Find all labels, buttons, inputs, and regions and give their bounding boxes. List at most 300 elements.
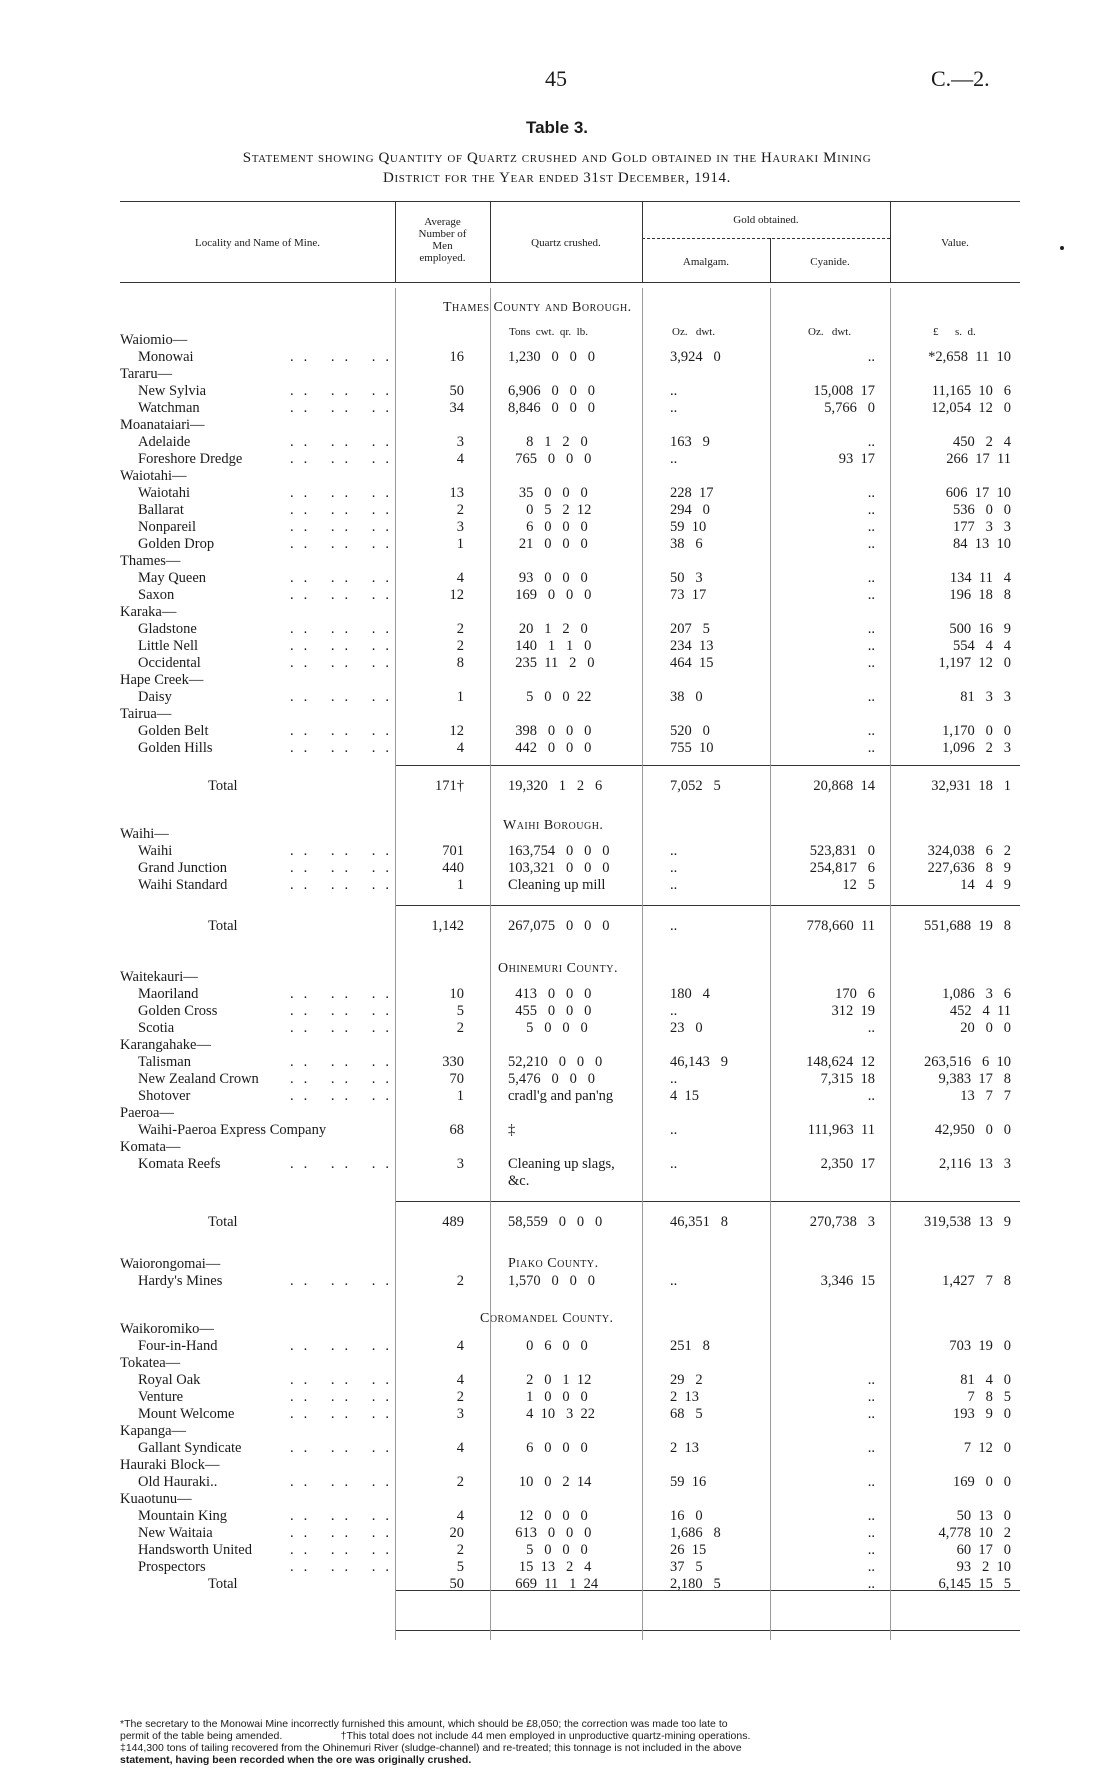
column-rule xyxy=(890,288,891,1640)
locality-name: Waihi— xyxy=(120,826,169,842)
locality-group-row xyxy=(0,706,1114,723)
men-employed-cell: 2 xyxy=(456,1389,464,1405)
locality-name: Waiorongomai— xyxy=(120,1256,221,1272)
table-row xyxy=(0,1156,1114,1173)
cyanide-cell: .. xyxy=(867,1088,875,1104)
col-men-line-2: Number of xyxy=(418,228,467,240)
total-rule xyxy=(395,1201,1020,1202)
value-cell: 1,096 2 3 xyxy=(942,740,1011,756)
men-employed-cell: 330 xyxy=(442,1054,464,1070)
quartz-crushed-cell: 6 0 0 0 xyxy=(508,1440,588,1456)
table-row xyxy=(0,1054,1114,1071)
mine-name: Nonpareil xyxy=(138,519,196,535)
col-men-line-1: Average xyxy=(424,216,461,228)
value-cell: 450 2 4 xyxy=(953,434,1011,450)
table-row xyxy=(0,740,1114,757)
units-value: £ s. d. xyxy=(933,326,976,338)
mine-name: Golden Belt xyxy=(138,723,209,739)
col-men-line-3: Men xyxy=(432,240,453,252)
value-cell: 324,038 6 2 xyxy=(927,843,1011,859)
col-gold: Gold obtained. xyxy=(733,214,799,226)
mine-name: Waihi xyxy=(138,843,173,859)
cyanide-cell: .. xyxy=(867,570,875,586)
quartz-crushed-cell: 398 0 0 0 xyxy=(508,723,592,739)
cyanide-cell: .. xyxy=(867,1020,875,1036)
value-cell: 169 0 0 xyxy=(953,1474,1011,1490)
units-quartz: Tons cwt. qr. lb. xyxy=(509,326,588,338)
value-cell: 551,688 19 8 xyxy=(924,918,1011,934)
units-cyanide: Oz. dwt. xyxy=(808,326,852,338)
table-row xyxy=(0,1559,1114,1576)
mine-name: New Waitaia xyxy=(138,1525,213,1541)
amalgam-cell: .. xyxy=(670,383,678,399)
amalgam-cell: 50 3 xyxy=(670,570,703,586)
cyanide-cell: 778,660 11 xyxy=(806,918,875,934)
amalgam-cell: .. xyxy=(670,1071,678,1087)
document-code: C.—2. xyxy=(931,66,990,91)
amalgam-cell: .. xyxy=(670,451,678,467)
mine-name: Komata Reefs xyxy=(138,1156,221,1172)
leader-dots: .. .. .. xyxy=(290,1474,399,1490)
cyanide-cell: .. xyxy=(867,349,875,365)
leader-dots: .. .. .. xyxy=(290,1273,399,1289)
locality-group-row xyxy=(0,604,1114,621)
cyanide-cell: .. xyxy=(867,740,875,756)
amalgam-cell: 59 16 xyxy=(670,1474,707,1490)
locality-group-row xyxy=(0,1321,1114,1338)
locality-name: Karangahake— xyxy=(120,1037,211,1053)
amalgam-cell: .. xyxy=(670,877,678,893)
table-row xyxy=(0,1508,1114,1525)
quartz-crushed-cell: &c. xyxy=(508,1173,530,1189)
total-row xyxy=(0,1214,1114,1231)
locality-name: Kapanga— xyxy=(120,1423,187,1439)
mine-name: Shotover xyxy=(138,1088,191,1104)
cyanide-cell: .. xyxy=(867,519,875,535)
cyanide-cell: .. xyxy=(867,638,875,654)
total-label: Total xyxy=(208,1576,238,1592)
value-cell: 11,165 10 6 xyxy=(931,383,1011,399)
locality-group-row xyxy=(0,969,1114,986)
locality-name: Tararu— xyxy=(120,366,173,382)
value-cell: 177 3 3 xyxy=(953,519,1011,535)
cyanide-cell: .. xyxy=(867,434,875,450)
amalgam-cell: .. xyxy=(670,918,678,934)
total-row xyxy=(0,778,1114,795)
statement-line-2: District for the Year ended 31st December, 1914. xyxy=(383,170,731,186)
value-cell: 20 0 0 xyxy=(960,1020,1011,1036)
amalgam-cell: 207 5 xyxy=(670,621,710,637)
men-employed-cell: 4 xyxy=(456,1508,464,1524)
leader-dots: .. .. .. xyxy=(290,740,399,756)
header-bottom-rule xyxy=(120,282,1020,283)
value-cell: 196 18 8 xyxy=(949,587,1011,603)
cyanide-cell: .. xyxy=(867,587,875,603)
amalgam-cell: 26 15 xyxy=(670,1542,707,1558)
leader-dots: .. .. .. xyxy=(290,1508,399,1524)
section-piako: Piako County. xyxy=(508,1256,599,1271)
quartz-crushed-cell: ‡ xyxy=(508,1122,516,1138)
value-cell: 12,054 12 0 xyxy=(931,400,1011,416)
cyanide-cell: 5,766 0 xyxy=(824,400,875,416)
quartz-crushed-cell: 1 0 0 0 xyxy=(508,1389,588,1405)
men-employed-cell: 12 xyxy=(449,723,464,739)
leader-dots: .. .. .. xyxy=(290,1054,399,1070)
table-row xyxy=(0,485,1114,502)
value-cell: 9,383 17 8 xyxy=(938,1071,1011,1087)
locality-group-row xyxy=(0,1037,1114,1054)
table-row xyxy=(0,434,1114,451)
quartz-crushed-cell: 35 0 0 0 xyxy=(508,485,588,501)
cyanide-cell: .. xyxy=(867,1372,875,1388)
leader-dots: .. .. .. xyxy=(290,1003,399,1019)
total-rule xyxy=(395,905,1020,906)
locality-group-row xyxy=(0,553,1114,570)
cyanide-cell: .. xyxy=(867,1440,875,1456)
table-row xyxy=(0,1474,1114,1491)
leader-dots: .. .. .. xyxy=(290,1338,399,1354)
amalgam-cell: .. xyxy=(670,843,678,859)
value-cell: 193 9 0 xyxy=(953,1406,1011,1422)
men-employed-cell: 2 xyxy=(456,638,464,654)
mine-name: Adelaide xyxy=(138,434,191,450)
value-cell: 1,170 0 0 xyxy=(942,723,1011,739)
value-cell: 7 12 0 xyxy=(963,1440,1011,1456)
table-row xyxy=(0,1122,1114,1139)
footnote-4: statement, having been recorded when the ore was originally crushed. xyxy=(120,1754,472,1766)
mine-name: May Queen xyxy=(138,570,207,586)
men-employed-cell: 3 xyxy=(456,434,464,450)
table-row xyxy=(0,1173,1114,1190)
value-cell: 703 19 0 xyxy=(949,1338,1011,1354)
quartz-crushed-cell: 163,754 0 0 0 xyxy=(508,843,610,859)
men-employed-cell: 2 xyxy=(456,1542,464,1558)
table-row xyxy=(0,1542,1114,1559)
leader-dots: .. .. .. xyxy=(290,1406,399,1422)
value-cell: 93 2 10 xyxy=(956,1559,1011,1575)
amalgam-cell: 755 10 xyxy=(670,740,714,756)
amalgam-cell: 2,180 5 xyxy=(670,1576,721,1592)
men-employed-cell: 2 xyxy=(456,1273,464,1289)
leader-dots: .. .. .. xyxy=(290,349,399,365)
leader-dots: .. .. .. xyxy=(290,1088,399,1104)
leader-dots: .. .. .. xyxy=(290,587,399,603)
amalgam-cell: 2 13 xyxy=(670,1389,699,1405)
total-label: Total xyxy=(208,778,238,794)
value-cell: 452 4 11 xyxy=(949,1003,1011,1019)
men-employed-cell: 3 xyxy=(456,1406,464,1422)
cyanide-cell: .. xyxy=(867,1525,875,1541)
cyanide-cell: 148,624 12 xyxy=(806,1054,875,1070)
table-row xyxy=(0,860,1114,877)
quartz-crushed-cell: 93 0 0 0 xyxy=(508,570,588,586)
mine-name: Waiotahi xyxy=(138,485,190,501)
quartz-crushed-cell: 10 0 2 14 xyxy=(508,1474,592,1490)
amalgam-cell: 38 6 xyxy=(670,536,703,552)
section-coromandel: Coromandel County. xyxy=(480,1311,614,1326)
quartz-crushed-cell: cradl'g and pan'ng xyxy=(508,1088,614,1104)
cyanide-cell: .. xyxy=(867,1559,875,1575)
mine-name: Foreshore Dredge xyxy=(138,451,243,467)
leader-dots: .. .. .. xyxy=(290,519,399,535)
value-cell: 1,197 12 0 xyxy=(938,655,1011,671)
leader-dots: .. .. .. xyxy=(290,986,399,1002)
locality-group-row xyxy=(0,1105,1114,1122)
quartz-crushed-cell: 5,476 0 0 0 xyxy=(508,1071,595,1087)
value-cell: 42,950 0 0 xyxy=(934,1122,1011,1138)
col-cyanide: Cyanide. xyxy=(810,256,850,268)
mine-name: Waihi Standard xyxy=(138,877,228,893)
leader-dots: .. .. .. xyxy=(290,689,399,705)
amalgam-cell: 2 13 xyxy=(670,1440,699,1456)
locality-group-row xyxy=(0,1139,1114,1156)
value-cell: 263,516 6 10 xyxy=(924,1054,1011,1070)
men-employed-cell: 12 xyxy=(449,587,464,603)
table-row xyxy=(0,536,1114,553)
cyanide-cell: .. xyxy=(867,1542,875,1558)
amalgam-cell: .. xyxy=(670,1122,678,1138)
cyanide-cell: 170 6 xyxy=(835,986,875,1002)
margin-mark xyxy=(1060,246,1064,250)
cyanide-cell: 270,738 3 xyxy=(809,1214,875,1230)
mine-name: Old Hauraki.. xyxy=(138,1474,218,1490)
men-employed-cell: 16 xyxy=(449,349,464,365)
men-employed-cell: 1 xyxy=(456,877,464,893)
value-cell: 81 4 0 xyxy=(960,1372,1011,1388)
col-locality: Locality and Name of Mine. xyxy=(195,237,320,249)
cyanide-cell: 93 17 xyxy=(838,451,875,467)
mine-name: Little Nell xyxy=(138,638,198,654)
total-row xyxy=(0,918,1114,935)
cyanide-cell: .. xyxy=(867,1474,875,1490)
amalgam-cell: 234 13 xyxy=(670,638,714,654)
leader-dots: .. .. .. xyxy=(290,1559,399,1575)
cyanide-cell: .. xyxy=(867,723,875,739)
cyanide-cell: .. xyxy=(867,621,875,637)
page-number: 45 xyxy=(545,66,567,91)
leader-dots: .. .. .. xyxy=(290,1440,399,1456)
table-row xyxy=(0,1088,1114,1105)
quartz-crushed-cell: 5 0 0 0 xyxy=(508,1542,588,1558)
amalgam-cell: .. xyxy=(670,1273,678,1289)
men-employed-cell: 10 xyxy=(449,986,464,1002)
mine-name: Venture xyxy=(138,1389,184,1405)
leader-dots: .. .. .. xyxy=(290,400,399,416)
men-employed-cell: 34 xyxy=(449,400,464,416)
locality-name: Tairua— xyxy=(120,706,172,722)
value-cell: 2,116 13 3 xyxy=(939,1156,1011,1172)
mine-name: Four-in-Hand xyxy=(138,1338,218,1354)
value-cell: *2,658 11 10 xyxy=(928,349,1011,365)
cyanide-cell: 254,817 6 xyxy=(809,860,875,876)
table-row xyxy=(0,1338,1114,1355)
col-amalgam: Amalgam. xyxy=(682,256,730,268)
footnote-3: ‡144,300 tons of tailing recovered from the Ohinemuri River (sludge-channel) and re-treated; this tonnage is not included in the above xyxy=(120,1742,742,1754)
leader-dots: .. .. .. xyxy=(290,485,399,501)
cyanide-cell: .. xyxy=(867,502,875,518)
table-title: Table 3. xyxy=(525,118,589,137)
table-row xyxy=(0,502,1114,519)
locality-group-row xyxy=(0,672,1114,689)
leader-dots: .. .. .. xyxy=(290,383,399,399)
value-cell: 1,427 7 8 xyxy=(942,1273,1011,1289)
quartz-crushed-cell: Cleaning up mill xyxy=(508,877,606,893)
mine-name: Maoriland xyxy=(138,986,199,1002)
mine-name: Mount Welcome xyxy=(138,1406,235,1422)
quartz-crushed-cell: 12 0 0 0 xyxy=(508,1508,588,1524)
men-employed-cell: 440 xyxy=(442,860,464,876)
table-row xyxy=(0,655,1114,672)
quartz-crushed-cell: 442 0 0 0 xyxy=(508,740,592,756)
locality-name: Paeroa— xyxy=(120,1105,174,1121)
section-thames: Thames County and Borough. xyxy=(443,300,632,315)
value-cell: 4,778 10 2 xyxy=(938,1525,1011,1541)
leader-dots: .. .. .. xyxy=(290,723,399,739)
amalgam-cell: 7,052 5 xyxy=(670,778,721,794)
amalgam-cell: 29 2 xyxy=(670,1372,703,1388)
quartz-crushed-cell: 5 0 0 22 xyxy=(508,689,592,705)
men-employed-cell: 5 xyxy=(456,1003,464,1019)
amalgam-cell: 73 17 xyxy=(670,587,707,603)
mine-name: Handsworth United xyxy=(138,1542,252,1558)
value-cell: 50 13 0 xyxy=(956,1508,1011,1524)
mine-name: Grand Junction xyxy=(138,860,227,876)
men-employed-cell: 4 xyxy=(456,1372,464,1388)
men-employed-cell: 1,142 xyxy=(431,918,464,934)
value-cell: 81 3 3 xyxy=(960,689,1011,705)
men-employed-cell: 2 xyxy=(456,621,464,637)
quartz-crushed-cell: 669 11 1 24 xyxy=(508,1576,599,1592)
cyanide-cell: 523,831 0 xyxy=(809,843,875,859)
locality-name: Hauraki Block— xyxy=(120,1457,220,1473)
quartz-crushed-cell: 52,210 0 0 0 xyxy=(508,1054,603,1070)
gold-split-rule xyxy=(642,238,890,239)
value-cell: 134 11 4 xyxy=(949,570,1011,586)
table-row xyxy=(0,519,1114,536)
value-cell: 32,931 18 1 xyxy=(931,778,1011,794)
amalgam-cell: 251 8 xyxy=(670,1338,710,1354)
leader-dots: .. .. .. xyxy=(290,1542,399,1558)
mine-name: Gladstone xyxy=(138,621,197,637)
locality-name: Hape Creek— xyxy=(120,672,204,688)
value-cell: 266 17 11 xyxy=(946,451,1011,467)
locality-group-row xyxy=(0,1457,1114,1474)
quartz-crushed-cell: 0 6 0 0 xyxy=(508,1338,588,1354)
total-label: Total xyxy=(208,918,238,934)
quartz-crushed-cell: 58,559 0 0 0 xyxy=(508,1214,603,1230)
cyanide-cell: .. xyxy=(867,1576,875,1592)
cyanide-cell: .. xyxy=(867,536,875,552)
units-amalgam: Oz. dwt. xyxy=(672,326,716,338)
value-cell: 60 17 0 xyxy=(956,1542,1011,1558)
men-employed-cell: 3 xyxy=(456,1156,464,1172)
table-row xyxy=(0,1372,1114,1389)
locality-name: Waitekauri— xyxy=(120,969,198,985)
locality-name: Waiotahi— xyxy=(120,468,187,484)
value-cell: 1,086 3 6 xyxy=(942,986,1011,1002)
value-cell: 500 16 9 xyxy=(949,621,1011,637)
table-row xyxy=(0,723,1114,740)
table-row xyxy=(0,638,1114,655)
leader-dots: .. .. .. xyxy=(290,434,399,450)
men-employed-cell: 1 xyxy=(456,536,464,552)
mine-name: Saxon xyxy=(138,587,175,603)
men-employed-cell: 8 xyxy=(456,655,464,671)
value-cell: 7 8 5 xyxy=(967,1389,1011,1405)
locality-name: Karaka— xyxy=(120,604,177,620)
men-employed-cell: 1 xyxy=(456,689,464,705)
total-rule xyxy=(395,765,1020,766)
mine-name: Prospectors xyxy=(138,1559,206,1575)
mine-name: Occidental xyxy=(138,655,201,671)
men-employed-cell: 2 xyxy=(456,1020,464,1036)
col-value: Value. xyxy=(941,237,969,249)
mine-name: Ballarat xyxy=(138,502,184,518)
statement-heading xyxy=(100,148,1014,188)
column-rule xyxy=(770,288,771,1640)
amalgam-cell: 180 4 xyxy=(670,986,710,1002)
statement-line-1: Statement showing Quantity of Quartz crushed and Gold obtained in the Hauraki Mining xyxy=(242,150,872,166)
leader-dots: .. .. .. xyxy=(290,536,399,552)
section-waihi: Waihi Borough. xyxy=(503,818,604,833)
locality-name: Kuaotunu— xyxy=(120,1491,192,1507)
footnote-2: permit of the table being amended. †This total does not include 44 men employed in unproductive quartz-mining operations. xyxy=(120,1730,751,1742)
table-row xyxy=(0,570,1114,587)
amalgam-cell: 59 10 xyxy=(670,519,707,535)
men-employed-cell: 70 xyxy=(449,1071,464,1087)
quartz-crushed-cell: 613 0 0 0 xyxy=(508,1525,592,1541)
quartz-crushed-cell: 169 0 0 0 xyxy=(508,587,592,603)
leader-dots: .. .. .. xyxy=(290,570,399,586)
amalgam-cell: 38 0 xyxy=(670,689,703,705)
amalgam-cell: 68 5 xyxy=(670,1406,703,1422)
mine-name: Golden Cross xyxy=(138,1003,218,1019)
value-cell: 227,636 8 9 xyxy=(927,860,1011,876)
cyanide-cell: .. xyxy=(867,655,875,671)
leader-dots: .. .. .. xyxy=(290,638,399,654)
men-employed-cell: 3 xyxy=(456,519,464,535)
men-employed-cell: 489 xyxy=(442,1214,464,1230)
amalgam-cell: 163 9 xyxy=(670,434,710,450)
amalgam-cell: 46,143 9 xyxy=(670,1054,728,1070)
value-cell: 554 4 4 xyxy=(953,638,1011,654)
leader-dots: .. .. .. xyxy=(290,451,399,467)
table-row xyxy=(0,621,1114,638)
men-employed-cell: 4 xyxy=(456,570,464,586)
table-row xyxy=(0,1389,1114,1406)
men-employed-cell: 5 xyxy=(456,1559,464,1575)
quartz-crushed-cell: 455 0 0 0 xyxy=(508,1003,592,1019)
men-employed-cell: 4 xyxy=(456,1338,464,1354)
table-row xyxy=(0,877,1114,894)
quartz-crushed-cell: 0 5 2 12 xyxy=(508,502,592,518)
mine-name: Golden Drop xyxy=(138,536,215,552)
leader-dots: .. .. .. xyxy=(290,1071,399,1087)
table-row xyxy=(0,1020,1114,1037)
quartz-crushed-cell: 103,321 0 0 0 xyxy=(508,860,610,876)
mine-name: New Sylvia xyxy=(138,383,207,399)
men-employed-cell: 68 xyxy=(449,1122,464,1138)
leader-dots: .. .. .. xyxy=(290,621,399,637)
column-rule xyxy=(642,288,643,1640)
quartz-crushed-cell: 6,906 0 0 0 xyxy=(508,383,595,399)
mine-name: Daisy xyxy=(138,689,172,705)
cyanide-cell: 111,963 11 xyxy=(807,1122,875,1138)
total-label: Total xyxy=(208,1214,238,1230)
locality-group-row xyxy=(0,1423,1114,1440)
quartz-crushed-cell: 2 0 1 12 xyxy=(508,1372,592,1388)
locality-group-row xyxy=(0,1491,1114,1508)
